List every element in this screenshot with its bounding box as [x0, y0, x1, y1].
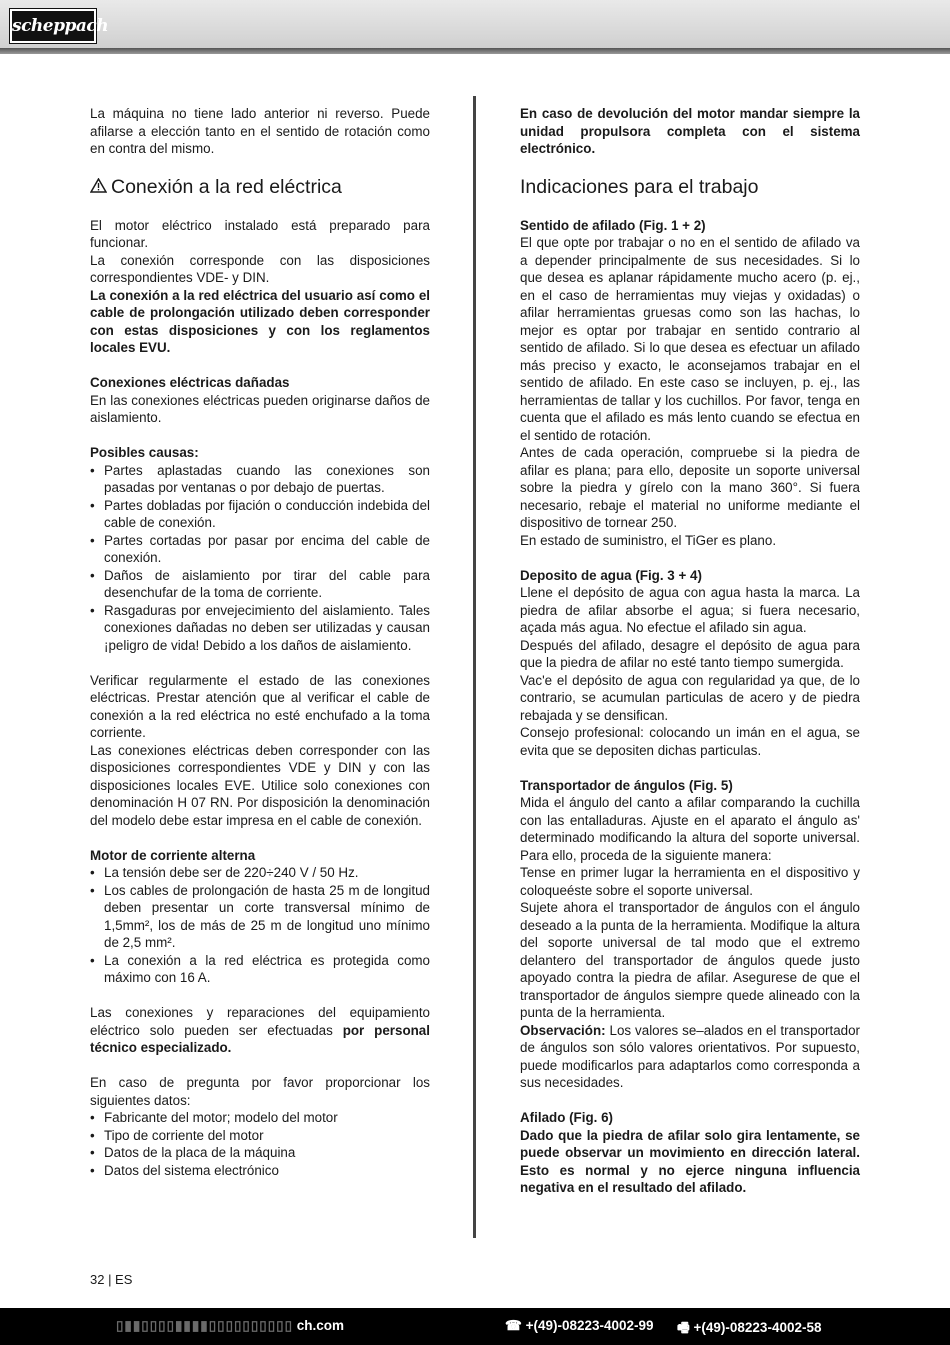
paragraph: Verificar regularmente el estado de las conexiones eléctricas. Prestar atención que al verificar el cable de conexión a la red eléctrica no esté enchufado a la toma corriente. [90, 672, 430, 740]
subheading-direction: Sentido de afilado (Fig. 1 + 2) [520, 217, 706, 233]
list-item: • Partes cortadas por pasar por encima del cable de conexión. [90, 532, 430, 567]
paragraph-observation [520, 1022, 860, 1092]
list-item: • Los cables de prolongación de hasta 25 m de longitud deben presentar un corte transversal mínimo de 1,5mm², los de más de 25 m de longitud uno mínimo de 2,5 mm². [90, 882, 430, 952]
footer-website [116, 1318, 344, 1334]
list-item: • La conexión a la red eléctrica es protegida como máximo con 16 A. [90, 952, 430, 987]
bold-paragraph: La conexión a la red eléctrica del usuario así como el cable de prolongación utilizado deben corresponder con estas disposiciones y con los reglamentos locales EVU. [90, 287, 430, 355]
paragraph: El que opte por trabajar o no en el sentido de afilado va a depender principalmente de sus necesidades. Si lo que desea es aplanar rápidamente mucho acero (p. ej., en el caso de herramientas muy viejas y oxidadas) o afilar herramientas gruesas como son las hachas, lo mejor es optar por trabajar en sentido contrario al sentido de afilado. Si lo que desea es efectuar un afilado más preciso y exacto, le aconsejamos trabajar en el sentido de afilado. En este caso se incluyen, p. ej., las herramientas de tallar y los cuchillos. Por favor, tenga en cuenta que el afilado es más lento cuando se efectua en el sentido de rotación. [520, 235, 860, 443]
paragraph: Consejo profesional: colocando un imán en el agua, se evita que se depositen dichas particulas. [520, 725, 860, 758]
paragraph: Antes de cada operación, compruebe si la piedra de afilar es plana; para ello, deposite un soporte universal sobre la piedra y gírelo con la mano 360°. Si fuera necesario, rebaje el material no uniforme mediante el dispositivo de tornear 250. [520, 445, 860, 530]
observation-text: Los valores se–alados en el transportador de ángulos son sólo valores orientativos. Por supuesto, puede modificarlos para adaptarlos como corresponda a sus necesidades. [520, 1022, 860, 1090]
paragraph: El motor eléctrico instalado está preparado para funcionar. [90, 217, 430, 250]
phone-icon: ☎ [505, 1318, 522, 1333]
list-item: • Tipo de corriente del motor [90, 1127, 430, 1145]
list-item: • Partes aplastadas cuando las conexiones son pasadas por ventanas o por debajo de puertas. [90, 462, 430, 497]
paragraph: En caso de pregunta por favor proporcionar los siguientes datos: [90, 1075, 430, 1108]
obscured-text: ▯▮▮▯▯▯▯▮▮▮▮▯▯▯▯▯▯▯▯▯▯ [116, 1318, 294, 1333]
header-rule [0, 48, 950, 54]
motor-list [90, 864, 430, 987]
paragraph: Llene el depósito de agua con agua hasta la marca. La piedra de afilar absorbe el agua; si fuera necesario, açada más agua. No efectue el afilado sin agua. [520, 585, 860, 635]
subheading-damaged: Conexiones eléctricas dañadas [90, 375, 290, 390]
list-item: • Daños de aislamiento por tirar del cable para desenchufar de la toma de corriente. [90, 567, 430, 602]
bold-paragraph: Dado que la piedra de afilar solo gira lentamente, se puede observar un movimiento en dirección lateral. Esto es normal y no ejerce ninguna influencia negativa en el resultado del afilado. [520, 1127, 860, 1195]
column-divider [473, 96, 476, 1238]
paragraph: La conexión corresponde con las disposiciones correspondientes VDE- y DIN. [90, 252, 430, 285]
paragraph: Después del afilado, desagre el depósito de agua para que la piedra de afilar no esté tanto tiempo sumergida. [520, 637, 860, 670]
subheading-sharpening: Afilado (Fig. 6) [520, 1110, 613, 1125]
phone-number: +(49)-08223-4002-99 [525, 1318, 654, 1333]
fax-icon: 🖷 [677, 1320, 690, 1335]
question-list [90, 1109, 430, 1179]
subheading-causes: Posibles causas: [90, 445, 199, 460]
page-footer [0, 1308, 950, 1345]
page-header [0, 0, 950, 50]
intro-paragraph: La máquina no tiene lado anterior ni reverso. Puede afilarse a elección tanto en el sentido de rotación como en contra del mismo. [90, 106, 430, 156]
page-number: 32 | ES [90, 1272, 133, 1287]
paragraph: Sujete ahora el transportador de ángulos con el ángulo deseado a la punta de la herramienta. Modifique la altura del soporte universal de tal modo que el extremo delantero del transportador de ángulos quede justo apoyado contra la piedra de afilar. Asegurese de que el transportador de ángulos siempre quede alineado con la punta de la herramienta. [520, 900, 860, 1020]
causes-list [90, 462, 430, 655]
footer-phone [505, 1318, 654, 1334]
list-item: • Fabricante del motor; modelo del motor [90, 1109, 430, 1127]
paragraph: En las conexiones eléctricas pueden originarse daños de aislamiento. [90, 392, 430, 425]
list-item: • La tensión debe ser de 220÷240 V / 50 Hz. [90, 864, 430, 882]
brand-logo: scheppach [10, 9, 96, 43]
subheading-motor: Motor de corriente alterna [90, 847, 256, 863]
heading-text: Conexión a la red eléctrica [111, 176, 342, 198]
warning-icon [90, 175, 107, 199]
footer-fax [677, 1318, 821, 1341]
footer-website-text: ch.com [296, 1318, 345, 1333]
right-column [520, 105, 860, 1197]
paragraph: Vac'e el depósito de agua con regularidad ya que, de lo contrario, se acumulan particulas de acero y de piedra rebajada y se densifican. [520, 672, 860, 723]
list-item: • Datos del sistema electrónico [90, 1162, 430, 1180]
bold-paragraph: En caso de devolución del motor mandar siempre la unidad propulsora completa con el sistema electrónico. [520, 106, 860, 156]
paragraph: Tense en primer lugar la herramienta en el dispositivo y coloqueéste sobre el soporte universal. [520, 865, 860, 898]
paragraph: En estado de suministro, el TiGer es plano. [520, 532, 777, 548]
paragraph-repairs [90, 1004, 430, 1057]
observation-label: Observación: [520, 1022, 606, 1038]
subheading-water: Deposito de agua (Fig. 3 + 4) [520, 567, 702, 583]
list-item: • Partes dobladas por fijación o conducción indebida del cable de conexión. [90, 497, 430, 532]
paragraph: Mida el ángulo del canto a afilar comparando la cuchilla con las entalladuras. Ajuste en el aparato el ángulo as' determinado modificando la altura del soporte universal. Para ello, proceda de la siguiente manera: [520, 795, 860, 863]
list-item: • Rasgaduras por envejecimiento del aislamiento. Tales conexiones dañadas no deben ser utilizadas y causan ¡peligro de vida! Debido a los daños de aislamiento. [90, 602, 430, 655]
repairs-bold: por personal técnico especializado. [90, 1022, 430, 1055]
section-heading-electrical [90, 175, 430, 199]
fax-number: +(49)-08223-4002-58 [693, 1320, 822, 1335]
left-column [90, 105, 430, 1179]
repairs-text: Las conexiones y reparaciones del equipamiento eléctrico solo pueden ser efectuadas [90, 1005, 430, 1038]
list-item: • Datos de la placa de la máquina [90, 1144, 430, 1162]
paragraph: Las conexiones eléctricas deben corresponder con las disposiciones correspondientes VDE y DIN y con las disposiciones locales EVE. Utilice solo conexiones con denominación H 07 RN. Por disposición la denominación del modelo debe estar impresa en el cable de conexión. [90, 742, 430, 828]
section-heading-work: Indicaciones para el trabajo [520, 176, 759, 198]
subheading-protractor: Transportador de ángulos (Fig. 5) [520, 777, 733, 793]
